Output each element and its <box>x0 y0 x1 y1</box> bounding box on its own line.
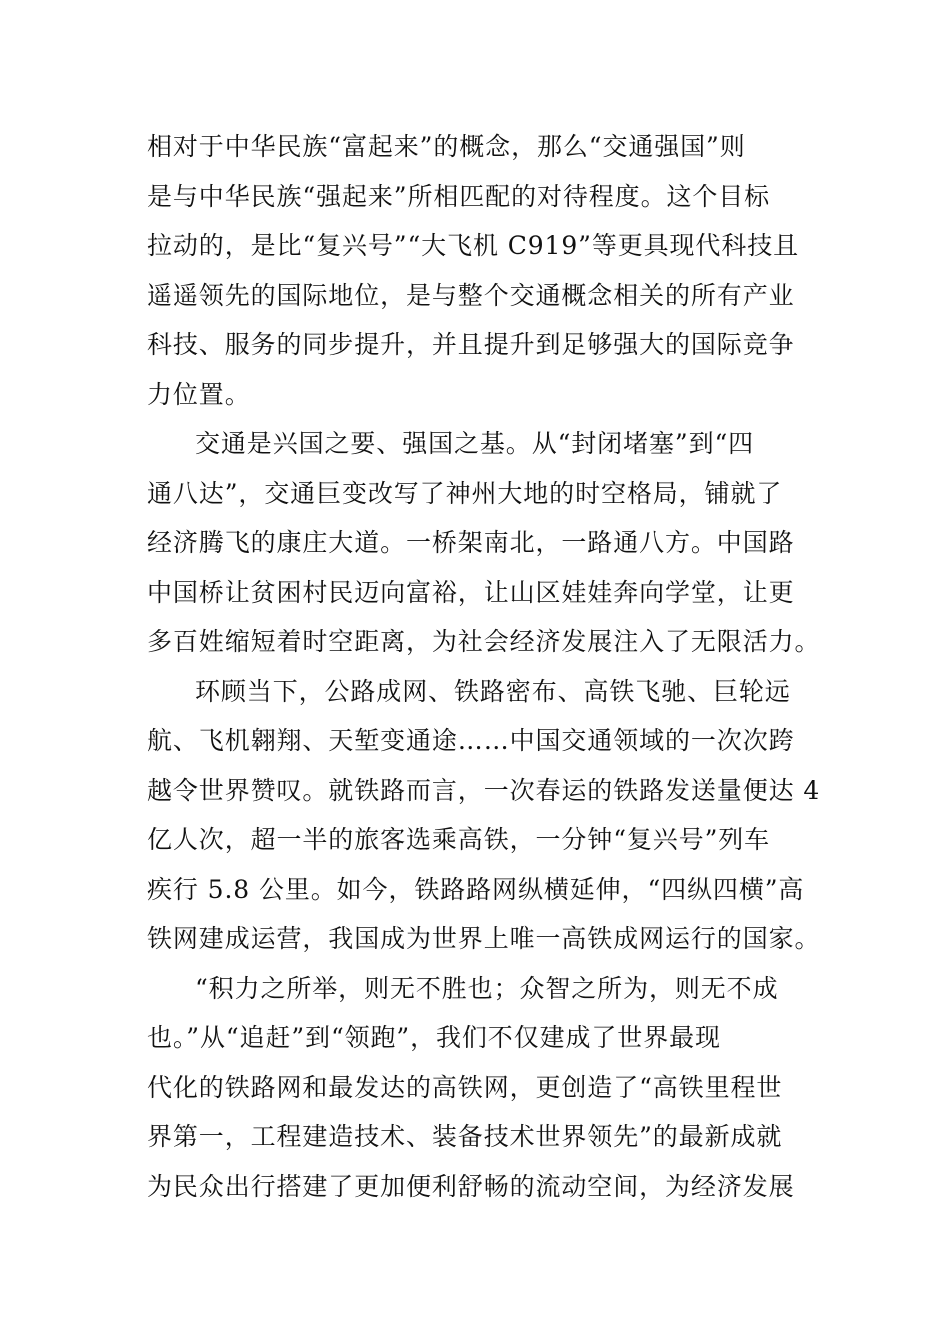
text-line: 亿人次，超一半的旅客选乘高铁，一分钟“复兴号”列车 <box>147 825 771 854</box>
text-line: 通八达”，交通巨变改写了神州大地的时空格局，铺就了 <box>147 478 783 508</box>
text-line: 航、飞机翱翔、天堑变通途……中国交通领域的一次次跨 <box>147 726 795 755</box>
text-line: 经济腾飞的康庄大道。一桥架南北，一路通八方。中国路 <box>147 528 795 557</box>
text-line: 铁网建成运营，我国成为世界上唯一高铁成网运行的国家。 <box>147 924 821 953</box>
text-line: 遥遥领先的国际地位，是与整个交通概念相关的所有产业 <box>147 280 795 310</box>
text-line: 代化的铁路网和最发达的高铁网，更创造了“高铁里程世 <box>147 1072 783 1102</box>
text-line: 中国桥让贫困村民迈向富裕，让山区娃娃奔向学堂，让更 <box>147 577 795 607</box>
text-line: 是与中华民族“强起来”所相匹配的对待程度。这个目标 <box>147 181 771 211</box>
text-line: 相对于中华民族“富起来”的概念，那么“交通强国”则 <box>147 132 746 161</box>
text-line: 交通是兴国之要、强国之基。从“封闭堵塞”到“四 <box>195 429 755 458</box>
text-line: 越令世界赞叹。就铁路而言，一次春运的铁路发送量便达 4 <box>147 775 821 805</box>
text-line: 疾行 5.8 公里。如今，铁路路网纵横延伸，“四纵四横”高 <box>147 874 805 904</box>
text-line: 为民众出行搭建了更加便利舒畅的流动空间，为经济发展 <box>147 1171 795 1201</box>
text-line: 也。”从“追赶”到“领跑”，我们不仅建成了世界最现 <box>147 1023 721 1052</box>
text-line: 力位置。 <box>147 379 251 409</box>
body-text <box>147 122 821 1211</box>
text-line: “积力之所举，则无不胜也；众智之所为，则无不成 <box>195 973 779 1003</box>
text-line: 多百姓缩短着时空距离，为社会经济发展注入了无限活力。 <box>147 627 821 656</box>
text-line: 界第一，工程建造技术、装备技术世界领先”的最新成就 <box>147 1122 783 1151</box>
text-line: 环顾当下，公路成网、铁路密布、高铁飞驰、巨轮远 <box>195 676 791 706</box>
text-line: 科技、服务的同步提升，并且提升到足够强大的国际竞争 <box>147 330 795 359</box>
text-line: 拉动的，是比“复兴号”“大飞机 C919”等更具现代科技且 <box>147 231 800 260</box>
